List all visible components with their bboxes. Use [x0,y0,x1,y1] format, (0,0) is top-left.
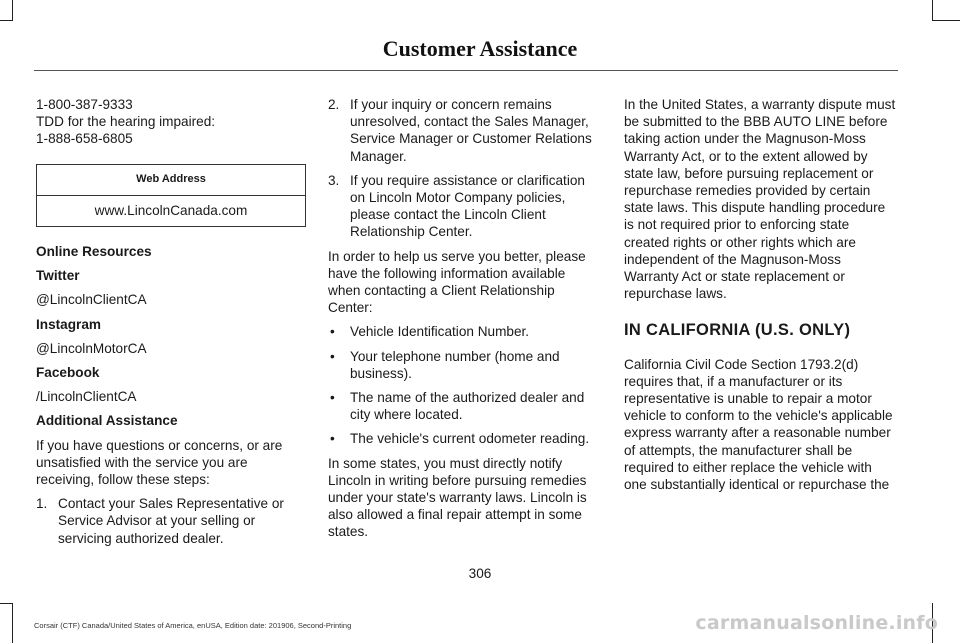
crop-mark-bottom-left-h [0,603,13,604]
step-text: If you require assistance or clarification on Lincoln Motor Company policies, please contact the Lincoln Client Relationship Center. [350,172,585,240]
us-warranty-text: In the United States, a warranty dispute must be submitted to the BBB AUTO LINE before taking action under the Magnuson-Moss Warranty Act, or to the extent allowed by state law, before pursuing replacement or repurchase remedies provided by certain state laws. This dispute handling procedure is not required prior to enforcing state created rights or other rights which are independent of the Magnuson-Moss Warranty Act or state replacement or repurchase laws. [624,97,896,302]
web-address-value: www.LincolnCanada.com [94,202,248,218]
notify-text: In some states, you must directly notify Lincoln in writing before pursuing remedies under your state's warranty laws. Lincoln is also allowed a final repair attempt in some states. [328,455,587,540]
list-item [328,323,600,340]
bullet-text: Your telephone number (home and business). [350,348,560,381]
info-intro: In order to help us serve you better, please have the following information available when contacting a Client Relationship Center: [328,248,586,316]
web-address-table [36,164,306,227]
list-item [328,348,600,382]
list-item [328,389,600,423]
instagram-label: Instagram [36,316,101,332]
step-number: 3. [328,172,340,188]
online-resources-heading: Online Resources [36,244,152,260]
crop-mark-top-left-v [12,0,13,20]
column-3 [624,96,896,493]
list-item [36,495,306,547]
web-address-header: Web Address [37,165,305,196]
additional-intro: If you have questions or concerns, or are unsatisfied with the service you are receiving, follow these steps: [36,437,283,488]
bullet: • [330,390,335,406]
step-text: If your inquiry or concern remains unresolved, contact the Sales Manager, Service Manager or Customer Relations Manager. [350,97,592,164]
footer-edition: Corsair (CTF) Canada/United States of America, enUSA, Edition date: 201906, Second-Printing [34,621,352,630]
step-number: 2. [328,97,340,112]
list-item [328,430,600,447]
watermark-logo: carmanualsonline.info [695,612,938,634]
california-text: California Civil Code Section 1793.2(d) requires that, if a manufacturer or its representative is unable to repair a motor vehicle to conform to the vehicle's applicable express warranty after a reasonable number of attempts, the manufacturer shall be required to either replace the vehicle with one substantially identical or repurchase the [624,356,893,493]
tdd-label: TDD for the hearing impaired: [36,114,216,130]
list-item [328,96,600,165]
facebook-handle: /LincolnClientCA [36,389,137,405]
page-title: Customer Assistance [382,36,578,61]
column-1 [36,96,306,554]
crop-mark-top-left-h [0,20,13,21]
crop-mark-top-right-v [932,0,933,20]
column-2 [328,96,600,541]
instagram-handle: @LincolnMotorCA [36,340,147,356]
list-item [328,172,600,241]
bullet-text: The vehicle's current odometer reading. [350,431,590,447]
bullet: • [330,324,335,340]
page-number: 306 [468,566,492,581]
header-divider [34,70,898,71]
facebook-label: Facebook [36,365,100,381]
california-heading: IN CALIFORNIA (U.S. ONLY) [624,321,851,340]
step-text: Contact your Sales Representative or Service Advisor at your selling or servicing authorized dealer. [58,496,284,546]
bullet-text: The name of the authorized dealer and city where located. [350,390,585,423]
twitter-label: Twitter [36,268,80,284]
tdd-number: 1-888-658-6805 [36,131,133,147]
phone-number: 1-800-387-9333 [36,97,133,112]
bullet: • [330,348,335,364]
step-number: 1. [36,496,48,512]
crop-mark-bottom-left-v [12,603,13,643]
bullet-text: Vehicle Identification Number. [350,324,530,340]
twitter-handle: @LincolnClientCA [36,292,147,308]
additional-assistance-heading: Additional Assistance [36,413,178,429]
crop-mark-top-right-h [932,20,960,21]
bullet: • [330,431,335,447]
